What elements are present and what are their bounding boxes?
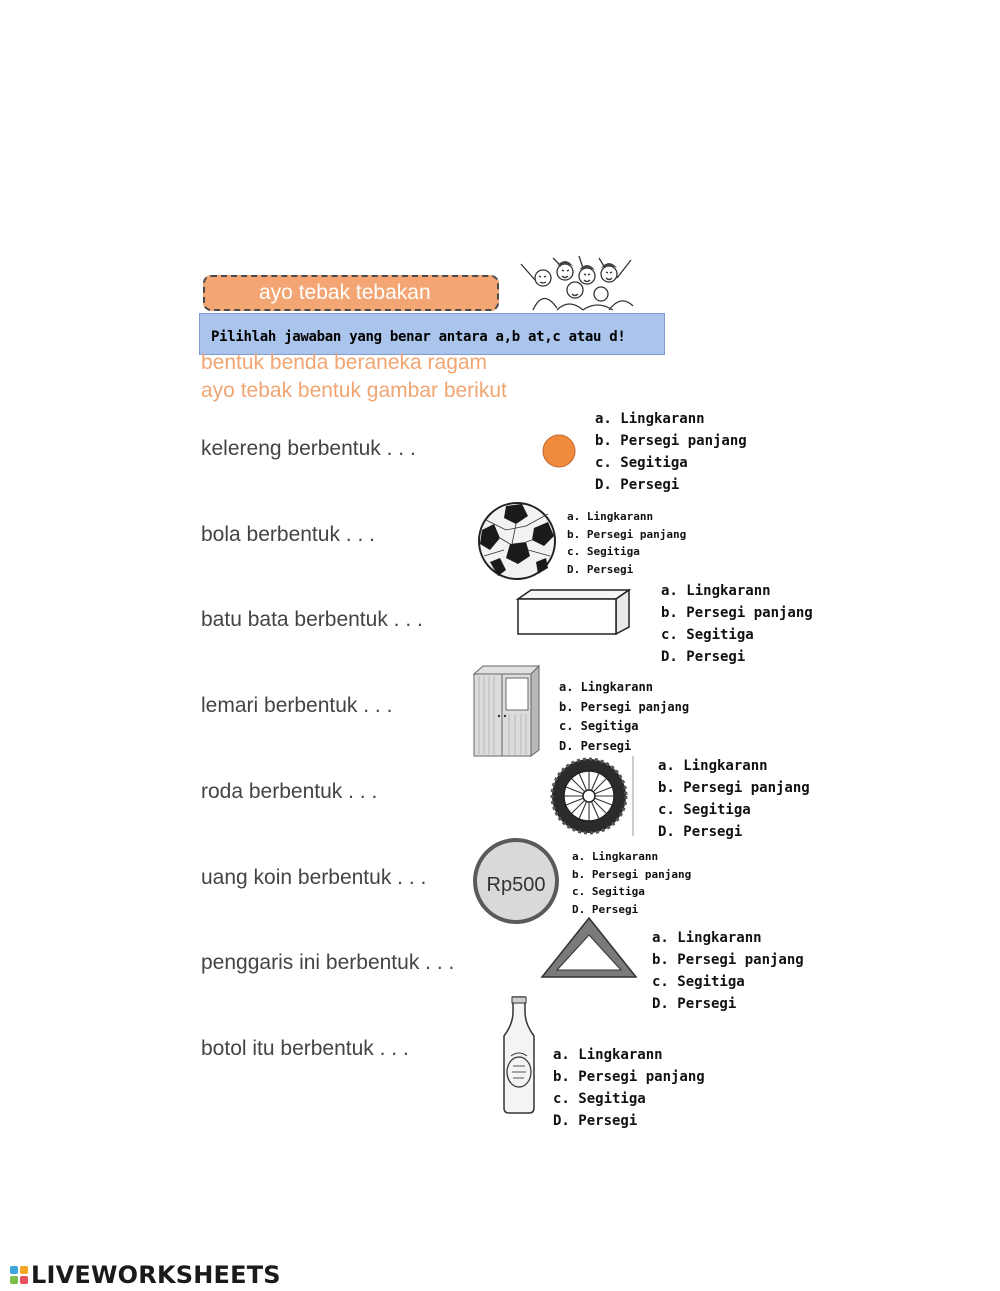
logo-mark-icon [10,1266,28,1284]
option-a[interactable]: a. Lingkarann [652,930,762,946]
option-b[interactable]: b. Persegi panjang [559,699,690,714]
instruction-box [199,313,665,355]
option-c[interactable]: c. Segitiga [661,627,754,643]
bottle-image [498,994,540,1116]
option-b[interactable]: b. Persegi panjang [658,780,810,796]
question-3-options [661,584,813,672]
question-2-options [567,511,686,581]
option-a[interactable]: a. Lingkarann [572,850,659,863]
coin-image [473,838,559,924]
liveworksheets-logo[interactable] [10,1262,281,1288]
subtitle-line-1: bentuk benda beraneka ragam [201,351,488,374]
wardrobe-image [471,664,543,758]
option-b[interactable]: b. Persegi panjang [572,867,692,881]
question-8-text: botol itu berbentuk . . . [201,1037,409,1060]
option-a[interactable]: a. Lingkarann [658,758,768,774]
question-4-options [559,681,689,759]
option-c[interactable]: c. Segitiga [553,1091,646,1107]
question-7-options [652,931,804,1019]
title-banner [203,275,499,311]
question-2-text: bola berbentuk . . . [201,523,375,546]
option-d[interactable]: D. Persegi [572,902,639,916]
option-d[interactable]: D. Persegi [567,562,634,576]
option-c[interactable]: c. Segitiga [559,719,639,733]
brick-image [515,587,633,637]
option-d[interactable]: D. Persegi [595,477,680,493]
option-c[interactable]: c. Segitiga [572,885,645,898]
instruction-text: Pilihlah jawaban yang benar antara a,b at,c atau d! [211,329,626,345]
option-b[interactable]: b. Persegi panjang [567,527,687,541]
option-a[interactable]: a. Lingkarann [553,1047,663,1063]
question-1-options [595,412,747,500]
banner-title: ayo tebak tebakan [259,281,431,304]
logo-text: LIVEWORKSHEETS [31,1261,281,1289]
logo-square-1 [10,1266,18,1274]
subtitle-line-2: ayo tebak bentuk gambar berikut [201,379,507,402]
cheering-people-illustration [513,250,641,312]
question-8-options [553,1048,705,1136]
question-5-text: roda berbentuk . . . [201,780,378,803]
option-b[interactable]: b. Persegi panjang [553,1069,705,1085]
option-d[interactable]: D. Persegi [652,996,737,1012]
wheel-image [549,754,639,838]
question-7-text: penggaris ini berbentuk . . . [201,951,455,974]
marble-image [541,433,577,469]
triangle-ruler-image [539,915,639,980]
logo-square-2 [20,1266,28,1274]
question-5-options [658,759,810,847]
soccer-ball-image [476,500,558,582]
option-c[interactable]: c. Segitiga [658,802,751,818]
option-a[interactable]: a. Lingkarann [567,510,654,523]
option-b[interactable]: b. Persegi panjang [595,433,747,449]
option-d[interactable]: D. Persegi [661,649,746,665]
option-a[interactable]: a. Lingkarann [661,583,771,599]
option-c[interactable]: c. Segitiga [567,545,640,558]
option-d[interactable]: D. Persegi [559,738,632,753]
option-d[interactable]: D. Persegi [553,1113,638,1129]
option-a[interactable]: a. Lingkarann [559,680,653,694]
option-c[interactable]: c. Segitiga [595,455,688,471]
question-6-options [572,851,691,921]
question-3-text: batu bata berbentuk . . . [201,608,423,631]
question-6-text: uang koin berbentuk . . . [201,866,427,889]
option-d[interactable]: D. Persegi [658,824,743,840]
logo-square-4 [20,1276,28,1284]
option-b[interactable]: b. Persegi panjang [652,952,804,968]
coin-label: Rp500 [486,874,546,896]
logo-square-3 [10,1276,18,1284]
option-c[interactable]: c. Segitiga [652,974,745,990]
option-b[interactable]: b. Persegi panjang [661,605,813,621]
question-1-text: kelereng berbentuk . . . [201,437,416,460]
question-4-text: lemari berbentuk . . . [201,694,393,717]
option-a[interactable]: a. Lingkarann [595,411,705,427]
